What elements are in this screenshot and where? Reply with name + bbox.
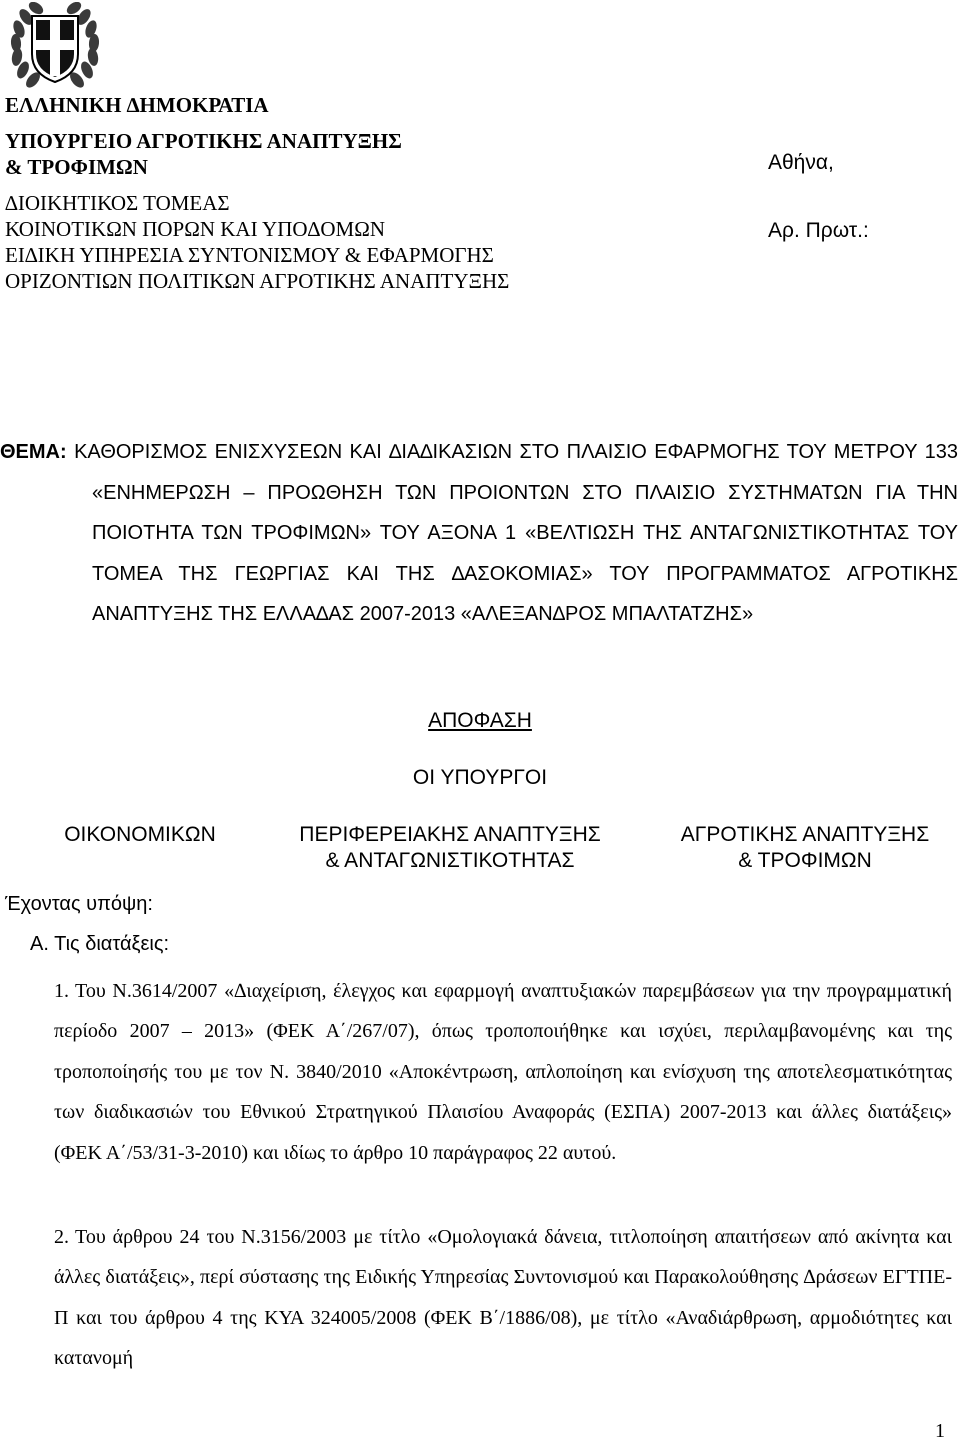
header-line: ΕΛΛΗΝΙΚΗ ∆ΗΜΟΚΡΑΤΙΑ — [5, 93, 269, 117]
ministry-line: & ΑΝΤΑΓΩΝΙΣΤΙΚΟΤΗΤΑΣ — [325, 849, 575, 872]
provisions-heading: Α. Τις διατάξεις: — [30, 933, 170, 955]
paragraph-number: 2. — [54, 1226, 69, 1248]
protocol-label: Αρ. Πρωτ.: — [768, 219, 869, 242]
decision-heading: ΑΠΟΦΑΣΗ — [428, 709, 532, 732]
ministers-heading: ΟΙ ΥΠΟΥΡΓΟΙ — [412, 766, 548, 789]
subject-text: ΚΑΘΟΡΙΣΜΟΣ ΕΝΙΣΧΥΣΕΩΝ ΚΑΙ ∆ΙΑ∆ΙΚΑΣΙΩΝ ΣΤΟ ΠΛΑΙΣΙΟ ΕΦΑΡΜΟΓΗΣ ΤΟΥ ΜΕΤΡΟΥ 133 «ΕΝΗΜΕΡΩΣΗ – ΠΡΟΩΘΗΣΗ ΤΩΝ ΠΡΟΙΟΝΤΩΝ ΣΤΟ ΠΛΑΙΣΙΟ ΣΥΣΤΗΜΑΤΩΝ ΓΙΑ ΤΗΝ ΠΟΙΟΤΗΤΑ ΤΩΝ ΤΡΟΦΙΜΩΝ» ΤΟΥ ΑΞΟΝΑ 1 «ΒΕΛΤΙΩΣΗ ΤΗΣ ΑΝΤΑΓΩΝΙΣΤΙΚΟΤΗΤΑΣ ΤΟΥ ΤΟΜΕΑ ΤΗΣ ΓΕΩΡΓΙΑΣ ΚΑΙ ΤΗΣ ∆ΑΣΟΚΟΜΙΑΣ» ΤΟΥ ΠΡΟΓΡΑΜΜΑΤΟΣ ΑΓΡΟΤΙΚΗΣ ΑΝΑΠΤΥΞΗΣ ΤΗΣ ΕΛΛΑ∆ΑΣ 2007-2013 «ΑΛΕΞΑΝ∆ΡΟΣ ΜΠΑΛΤΑΤΖΗΣ» — [74, 441, 958, 626]
ministry-finance — [40, 822, 240, 848]
header-line: ∆ΙΟΙΚΗΤΙΚΟΣ ΤΟΜΕΑΣ — [5, 191, 230, 215]
ministry-line: & ΤΡΟΦΙΜΩΝ — [738, 849, 872, 872]
ministry-line: ΠΕΡΙΦΕΡΕΙΑΚΗΣ ΑΝΑΠΤΥΞΗΣ — [299, 823, 601, 846]
paragraph — [54, 971, 952, 1173]
page-number: 1 — [935, 1420, 945, 1442]
ministry-line: ΟΙΚΟΝΟΜΙΚΩΝ — [64, 823, 216, 846]
ministry-regional-development — [270, 822, 630, 874]
subject-block — [0, 432, 958, 635]
place-label: Αθήνα, — [768, 151, 834, 174]
paragraph — [54, 1217, 952, 1379]
header-line: ΚΟΙΝΟΤΙΚΩΝ ΠΟΡΩΝ ΚΑΙ ΥΠΟ∆ΟΜΩΝ — [5, 217, 385, 241]
ministry-line: ΑΓΡΟΤΙΚΗΣ ΑΝΑΠΤΥΞΗΣ — [680, 823, 930, 846]
header-line: ΕΙ∆ΙΚΗ ΥΠΗΡΕΣΙΑ ΣΥΝΤΟΝΙΣΜΟΥ & ΕΦΑΡΜΟΓΗΣ — [5, 243, 494, 267]
organization-header — [5, 92, 509, 294]
having-regard-label: Έχοντας υπόψη: — [5, 893, 153, 915]
header-line: & ΤΡΟΦΙΜΩΝ — [5, 155, 148, 179]
ministry-rural-development — [650, 822, 960, 874]
place-protocol — [768, 150, 869, 244]
greek-coat-of-arms-icon — [5, 2, 105, 92]
paragraph-text: Του άρθρου 24 του Ν.3156/2003 με τίτλο «Ομολογιακά δάνεια, τιτλοποίηση απαιτήσεων από ακίνητα και άλλες διατάξεις», περί σύστασης της Ειδικής Υπηρεσίας Συντονισμού και Παρακολούθησης ∆ράσεων ΕΓΤΠΕ-Π και του άρθρου 4 της ΚΥΑ 324005/2008 (ΦΕΚ Β΄/1886/08), με τίτλο «Αναδιάρθρωση, αρμοδιότητες και κατανομή — [54, 1226, 952, 1370]
paragraph-number: 1. — [54, 980, 69, 1002]
paragraph-text: Του Ν.3614/2007 «∆ιαχείριση, έλεγχος και εφαρμογή αναπτυξιακών παρεμβάσεων για την προγραμματική περίοδο 2007 – 2013» (ΦΕΚ Α΄/267/07), όπως τροποποιήθηκε και ισχύει, περιλαμβανομένης και της τροποποίησής του με τον Ν. 3840/2010 «Αποκέντρωση, απλοποίηση και ενίσχυση της αποτελεσματικότητας των διαδικασιών του Εθνικού Στρατηγικού Πλαισίου Αναφοράς (ΕΣΠΑ) 2007-2013 και άλλες διατάξεις» (ΦΕΚ Α΄/53/31-3-2010) και ιδίως το άρθρο 10 παράγραφος 22 αυτού. — [54, 980, 952, 1164]
header-line: ΟΡΙΖΟΝΤΙΩΝ ΠΟΛΙΤΙΚΩΝ ΑΓΡΟΤΙΚΗΣ ΑΝΑΠΤΥΞΗΣ — [5, 269, 510, 293]
header-line: ΥΠΟΥΡΓΕΙΟ ΑΓΡΟΤΙΚΗΣ ΑΝΑΠΤΥΞΗΣ — [5, 129, 402, 153]
subject-label: ΘΕΜΑ: — [0, 441, 67, 463]
